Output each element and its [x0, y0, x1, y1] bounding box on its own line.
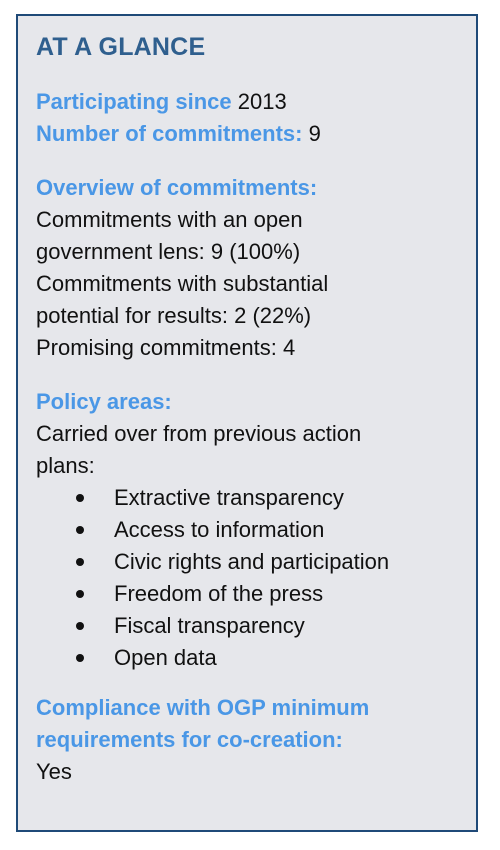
policy-list	[36, 482, 458, 674]
box-title: AT A GLANCE	[36, 33, 206, 61]
participating-since-row	[36, 86, 458, 118]
policy-intro-line: plans:	[36, 453, 95, 478]
compliance-label: Compliance with OGP minimum	[36, 695, 370, 720]
overview-line: Commitments with an open	[36, 207, 303, 232]
bullet-icon	[76, 654, 84, 662]
bullet-icon	[76, 558, 84, 566]
compliance-label: requirements for co-creation:	[36, 727, 343, 752]
compliance-section	[36, 692, 458, 788]
commitment-count-row	[36, 118, 458, 150]
policy-intro-line: Carried over from previous action	[36, 421, 362, 446]
policy-list-item	[76, 546, 458, 578]
participating-since-label: Participating since	[36, 89, 232, 114]
bullet-icon	[76, 494, 84, 502]
commitment-count-label: Number of commitments:	[36, 121, 303, 146]
policy-item-text: Extractive transparency	[114, 485, 344, 510]
policy-item-text: Access to information	[114, 517, 325, 542]
policy-item-text: Freedom of the press	[114, 581, 324, 606]
overview-line: potential for results: 2 (22%)	[36, 303, 312, 328]
policy-section	[36, 386, 458, 674]
policy-item-text: Civic rights and participation	[114, 549, 390, 574]
overview-label: Overview of commitments:	[36, 175, 318, 200]
policy-item-text: Fiscal transparency	[114, 613, 305, 638]
policy-label: Policy areas:	[36, 389, 172, 414]
bullet-icon	[76, 590, 84, 598]
overview-line: Commitments with substantial	[36, 271, 329, 296]
policy-list-item	[76, 642, 458, 674]
policy-list-item	[76, 610, 458, 642]
overview-section	[36, 172, 458, 364]
participation-section	[36, 86, 458, 150]
policy-list-item	[76, 514, 458, 546]
policy-list-item	[76, 578, 458, 610]
policy-list-item	[76, 482, 458, 514]
bullet-icon	[76, 622, 84, 630]
bullet-icon	[76, 526, 84, 534]
overview-line: government lens: 9 (100%)	[36, 239, 301, 264]
at-a-glance-box	[16, 14, 478, 832]
participating-since-value: 2013	[237, 89, 287, 114]
compliance-value: Yes	[36, 759, 72, 784]
overview-line: Promising commitments: 4	[36, 335, 296, 360]
commitment-count-value: 9	[308, 121, 321, 146]
policy-item-text: Open data	[114, 645, 217, 670]
